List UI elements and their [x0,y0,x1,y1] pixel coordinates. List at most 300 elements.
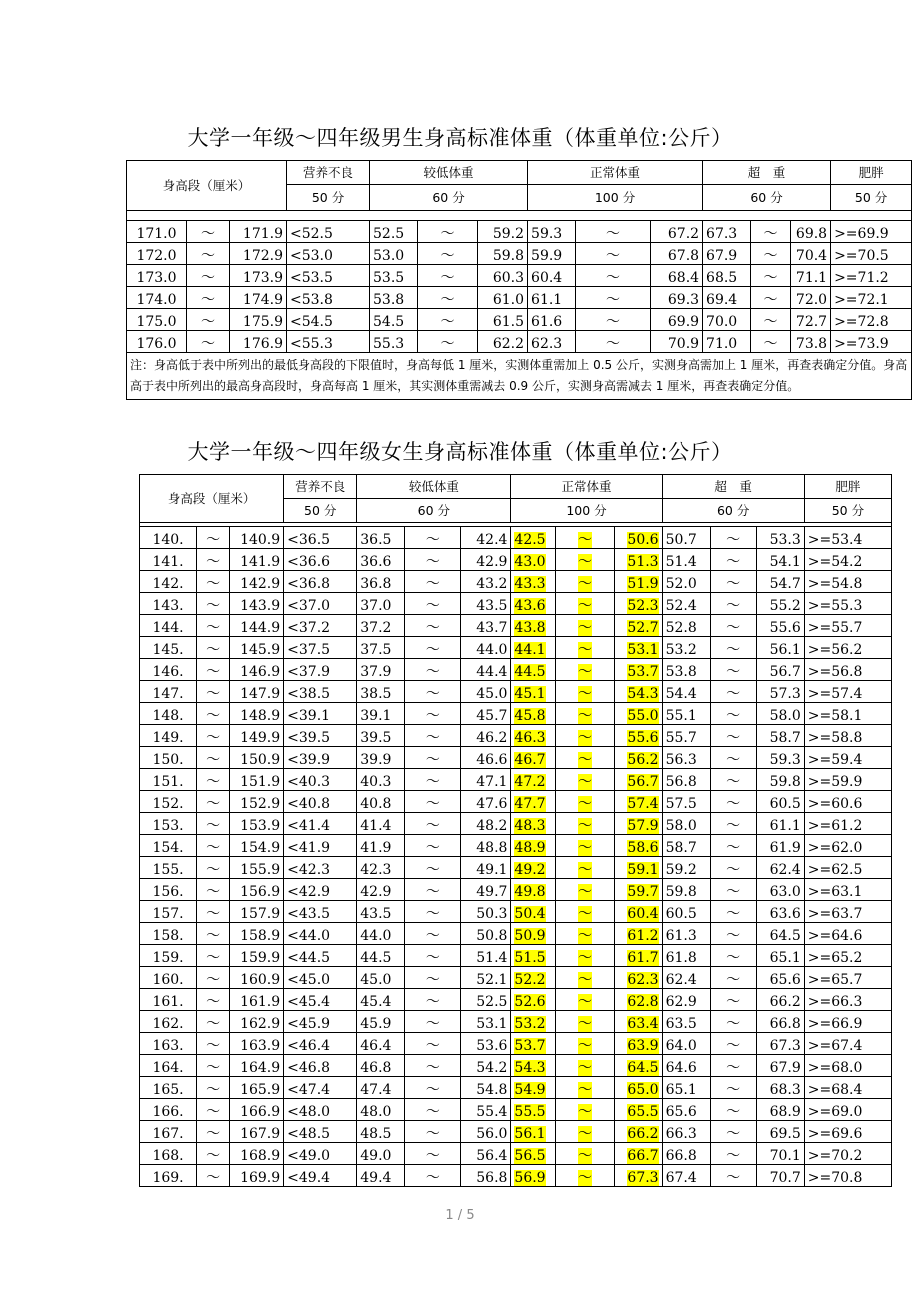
table-cell [511,1077,556,1099]
table-cell: 48.5 [357,1121,405,1143]
table-cell: ～ [405,615,461,637]
highlighted-value: 65.5 [627,1104,659,1120]
table-row [140,879,892,901]
table-cell: ～ [197,835,230,857]
table-cell: ～ [710,769,756,791]
table-cell: >=59.9 [804,769,891,791]
table-cell [511,813,556,835]
highlighted-value: ～ [578,642,592,658]
table-row [140,659,892,681]
table-cell: ～ [197,901,230,923]
table-cell: ～ [197,879,230,901]
table-cell: ～ [197,1055,230,1077]
header-height: 身高段（厘米） [127,161,287,211]
header-normal-weight: 正常体重 [528,161,703,185]
table-cell [614,857,662,879]
highlighted-value: ～ [578,598,592,614]
score-malnutrition: 50 分 [287,185,370,211]
highlighted-value: 49.8 [514,884,546,900]
table-cell: ～ [405,769,461,791]
table-cell [614,813,662,835]
table-cell: ～ [405,747,461,769]
table-cell: ～ [405,1011,461,1033]
table-cell: 51.4 [461,945,511,967]
table-cell: ～ [751,243,791,265]
highlighted-value: 57.4 [627,796,659,812]
table-cell: 160. [140,967,197,989]
table-cell: 38.5 [357,681,405,703]
table-cell: ～ [405,857,461,879]
table-cell: 73.8 [791,331,831,353]
table-cell: 165. [140,1077,197,1099]
table-row [140,857,892,879]
table-cell: <53.8 [287,287,370,309]
highlighted-value: ～ [578,928,592,944]
table-cell: 61.1 [528,287,576,309]
table-cell: 42.3 [357,857,405,879]
highlighted-value: ～ [578,972,592,988]
table-cell: ～ [710,1121,756,1143]
table-cell: 47.1 [461,769,511,791]
table-cell [614,901,662,923]
table-cell [556,835,614,857]
highlighted-value: 56.5 [514,1148,546,1164]
table-cell: 67.8 [651,243,703,265]
table-cell: 58.0 [756,703,804,725]
table-cell: 49.0 [357,1143,405,1165]
table-cell [511,659,556,681]
table-cell: ～ [710,879,756,901]
table-cell [556,1143,614,1165]
table-cell: 141.9 [230,549,284,571]
table-cell [511,857,556,879]
table-cell [614,571,662,593]
table-cell: 56.0 [461,1121,511,1143]
highlighted-value: ～ [578,620,592,636]
table-cell: >=56.2 [804,637,891,659]
table-cell: 45.4 [357,989,405,1011]
table-cell [556,659,614,681]
table-cell: 46.8 [357,1055,405,1077]
table-cell: ～ [405,835,461,857]
table-cell: >=70.5 [831,243,912,265]
table-cell: ～ [576,309,651,331]
table-cell: 60.4 [528,265,576,287]
table-cell [614,725,662,747]
table-cell: >=69.0 [804,1099,891,1121]
table-cell: ～ [197,747,230,769]
highlighted-value: 51.9 [627,576,659,592]
table-cell [511,549,556,571]
table-cell: ～ [710,901,756,923]
table-cell: 147. [140,681,197,703]
header-obese: 肥胖 [831,161,912,185]
table-cell: 167. [140,1121,197,1143]
table-cell: 48.8 [461,835,511,857]
table-cell: ～ [751,265,791,287]
table-cell: <46.8 [284,1055,357,1077]
table-cell: <36.6 [284,549,357,571]
table-cell: 59.2 [478,221,528,243]
table-cell: 154.9 [230,835,284,857]
table-cell: ～ [405,879,461,901]
table-cell [511,615,556,637]
table-cell: 63.6 [756,901,804,923]
table-cell: 50.7 [662,527,710,549]
table-cell: 52.5 [370,221,418,243]
table-cell: >=73.9 [831,331,912,353]
table-cell: ～ [197,549,230,571]
table-cell [614,1099,662,1121]
table-cell [614,637,662,659]
table-cell: <41.9 [284,835,357,857]
table-cell: >=63.7 [804,901,891,923]
table-cell: ～ [710,1099,756,1121]
table-cell [614,879,662,901]
highlighted-value: 52.2 [514,972,546,988]
score-obese: 50 分 [831,185,912,211]
table-cell: 59.3 [756,747,804,769]
table-cell [511,571,556,593]
table-cell: ～ [710,681,756,703]
highlighted-value: 66.7 [627,1148,659,1164]
table-cell: 53.6 [461,1033,511,1055]
table-row [140,1143,892,1165]
table-cell: 45.9 [357,1011,405,1033]
table-cell: 36.8 [357,571,405,593]
table-cell: 144. [140,615,197,637]
table-cell: 69.4 [703,287,751,309]
table-cell: 62.3 [528,331,576,353]
table-cell [511,637,556,659]
table-cell: ～ [751,221,791,243]
table-cell: ～ [710,1165,756,1187]
table-cell: 62.4 [662,967,710,989]
highlighted-value: ～ [578,532,592,548]
highlighted-value: 66.2 [627,1126,659,1142]
table-cell: 53.5 [370,265,418,287]
table-cell: ～ [710,945,756,967]
table-cell [614,769,662,791]
table-cell: 60.5 [662,901,710,923]
table-cell: ～ [710,835,756,857]
table-cell: ～ [197,615,230,637]
table-cell [556,527,614,549]
table-cell: 67.3 [703,221,751,243]
highlighted-value: 51.5 [514,950,546,966]
table-cell [614,593,662,615]
table-cell: ～ [405,1099,461,1121]
table-cell: 149. [140,725,197,747]
table-cell: 143.9 [230,593,284,615]
table-cell: 151.9 [230,769,284,791]
table-row [140,967,892,989]
table-cell: 56.7 [756,659,804,681]
table-cell: 173.0 [127,265,187,287]
table-cell: <45.0 [284,967,357,989]
table-row [140,1165,892,1187]
table-cell: 56.1 [756,637,804,659]
table-cell: ～ [405,725,461,747]
table-row [140,1011,892,1033]
table-cell [556,879,614,901]
highlighted-value: 53.1 [627,642,659,658]
highlighted-value: ～ [578,862,592,878]
table-cell: 156.9 [230,879,284,901]
highlighted-value: 43.8 [514,620,546,636]
table-cell: 39.5 [357,725,405,747]
table-cell: 145. [140,637,197,659]
table-cell: 45.0 [357,967,405,989]
table-cell [614,967,662,989]
table-cell: ～ [405,923,461,945]
table-cell [556,1055,614,1077]
table-cell: ～ [710,747,756,769]
highlighted-value: ～ [578,796,592,812]
table-cell [556,813,614,835]
table-cell: 67.4 [662,1165,710,1187]
table-cell: 54.7 [756,571,804,593]
table-row [140,989,892,1011]
table-cell: 62.2 [478,331,528,353]
table-cell: ～ [710,615,756,637]
table-cell: ～ [197,945,230,967]
table-cell: 159.9 [230,945,284,967]
table-cell: 176.0 [127,331,187,353]
table-cell: 174.0 [127,287,187,309]
table-cell [614,835,662,857]
table-cell: 53.2 [662,637,710,659]
table-cell: 153. [140,813,197,835]
table-cell: ～ [405,1033,461,1055]
table-cell: <47.4 [284,1077,357,1099]
table-cell: <45.4 [284,989,357,1011]
table-cell: 54.8 [461,1077,511,1099]
table-cell: ～ [197,703,230,725]
score-normal-weight: 100 分 [511,499,662,523]
highlighted-value: 56.9 [514,1170,546,1186]
table-cell: <49.4 [284,1165,357,1187]
table-cell: 161. [140,989,197,1011]
table-cell [556,945,614,967]
table-row [140,923,892,945]
table-cell: >=54.2 [804,549,891,571]
highlighted-value: 53.2 [514,1016,546,1032]
table-cell: 43.5 [357,901,405,923]
table-cell: ～ [197,1077,230,1099]
table-row [140,769,892,791]
table-cell: >=64.6 [804,923,891,945]
table-cell: ～ [197,1099,230,1121]
highlighted-value: ～ [578,1082,592,1098]
table-cell [511,725,556,747]
table-cell: 65.6 [662,1099,710,1121]
table-cell: 169. [140,1165,197,1187]
table-cell: 148. [140,703,197,725]
table-cell: >=62.0 [804,835,891,857]
table-cell: 164.9 [230,1055,284,1077]
table-cell: 158. [140,923,197,945]
table-cell: ～ [576,243,651,265]
table-row [140,1099,892,1121]
table-cell: 67.9 [703,243,751,265]
table-cell: 44.0 [461,637,511,659]
table-cell: 36.5 [357,527,405,549]
table-cell: 53.1 [461,1011,511,1033]
table-cell: 71.0 [703,331,751,353]
highlighted-value: 46.3 [514,730,546,746]
highlighted-value: 52.6 [514,994,546,1010]
table-cell: 171.0 [127,221,187,243]
table-cell [614,1055,662,1077]
table-cell [614,791,662,813]
highlighted-value: 48.9 [514,840,546,856]
table-cell: 167.9 [230,1121,284,1143]
table-cell: >=58.8 [804,725,891,747]
table-cell: 65.6 [756,967,804,989]
table-row [127,243,912,265]
table-cell: 72.7 [791,309,831,331]
table-cell: 53.0 [370,243,418,265]
highlighted-value: 54.3 [514,1060,546,1076]
table-cell: ～ [710,1011,756,1033]
table-cell: 71.1 [791,265,831,287]
table-cell: >=66.9 [804,1011,891,1033]
highlighted-value: ～ [578,994,592,1010]
table-cell [556,769,614,791]
table-cell: ～ [710,571,756,593]
highlighted-value: ～ [578,884,592,900]
table-cell: 163.9 [230,1033,284,1055]
table-cell: 172.9 [230,243,287,265]
highlighted-value: ～ [578,906,592,922]
table-cell: >=66.3 [804,989,891,1011]
highlighted-value: 44.5 [514,664,546,680]
table-cell: ～ [197,989,230,1011]
male-table-note: 注：身高低于表中所列出的最低身高段的下限值时，身高每低 1 厘米，实测体重需加上 0.5 公斤，实测身高需加上 1 厘米，再查表确定分值。身高高于表中所列出的最高身高段时，身高每高 1 厘米，其实测体重需减去 0.9 公斤，实测身高需减去 1 厘米，再查表确定分值。 [127,353,912,400]
table-cell: 70.9 [651,331,703,353]
highlighted-value: 50.6 [627,532,659,548]
table-cell: 157. [140,901,197,923]
table-cell: 150. [140,747,197,769]
table-cell: ～ [576,287,651,309]
table-cell: ～ [405,901,461,923]
highlighted-value: 43.0 [514,554,546,570]
table-cell: ～ [710,703,756,725]
table-cell: ～ [405,659,461,681]
table-cell: 146. [140,659,197,681]
header-height: 身高段（厘米） [140,475,284,523]
table-cell: ～ [710,1077,756,1099]
header-malnutrition: 营养不良 [284,475,357,499]
table-cell: 55.2 [756,593,804,615]
table-cell: ～ [197,1165,230,1187]
table-cell: ～ [710,527,756,549]
table-cell: ～ [710,659,756,681]
table-cell: <53.5 [287,265,370,287]
table-cell [556,725,614,747]
table-cell: 163. [140,1033,197,1055]
table-cell [511,593,556,615]
table-cell: ～ [197,1143,230,1165]
table-cell [614,1077,662,1099]
highlighted-value: 59.1 [627,862,659,878]
table-cell: <46.4 [284,1033,357,1055]
table-cell: 70.1 [756,1143,804,1165]
table-row [140,615,892,637]
table-cell: 70.7 [756,1165,804,1187]
table-cell: 55.1 [662,703,710,725]
table-cell: 64.5 [756,923,804,945]
table-cell: 49.7 [461,879,511,901]
table-cell: 62.9 [662,989,710,1011]
table-cell: ～ [197,813,230,835]
table-cell: >=70.2 [804,1143,891,1165]
table-cell: ～ [197,1011,230,1033]
table-cell: ～ [418,287,478,309]
table-cell [614,747,662,769]
highlighted-value: 62.3 [627,972,659,988]
table-cell [614,989,662,1011]
table-row [140,1055,892,1077]
table-cell: ～ [418,309,478,331]
table-cell: >=56.8 [804,659,891,681]
table-cell: 59.3 [528,221,576,243]
highlighted-value: 63.4 [627,1016,659,1032]
table-cell: 59.8 [478,243,528,265]
table-cell: >=68.0 [804,1055,891,1077]
table-cell: 61.0 [478,287,528,309]
highlighted-value: 52.7 [627,620,659,636]
table-cell: ～ [710,791,756,813]
table-cell: 56.8 [461,1165,511,1187]
page-number: 1 / 5 [445,1208,475,1223]
table-cell: 39.9 [357,747,405,769]
table-cell: 58.7 [756,725,804,747]
table-cell: 44.4 [461,659,511,681]
table-cell [556,1077,614,1099]
table-row [140,725,892,747]
table-row [140,1033,892,1055]
table-cell [511,989,556,1011]
table-cell: ～ [710,1055,756,1077]
table-cell: <41.4 [284,813,357,835]
table-cell: 42.9 [357,879,405,901]
highlighted-value: 42.5 [514,532,546,548]
table-cell: 52.4 [662,593,710,615]
table-cell: >=70.8 [804,1165,891,1187]
table-cell: 53.8 [370,287,418,309]
highlighted-value: 49.2 [514,862,546,878]
table-cell: 37.0 [357,593,405,615]
table-cell: ～ [710,923,756,945]
table-cell [556,967,614,989]
table-cell: 59.9 [528,243,576,265]
table-cell: 56.8 [662,769,710,791]
table-cell: 42.9 [461,549,511,571]
table-row [127,287,912,309]
table-cell [556,747,614,769]
highlighted-value: ～ [578,752,592,768]
table-cell: 142.9 [230,571,284,593]
table-cell: 48.0 [357,1099,405,1121]
table-cell: <55.3 [287,331,370,353]
table-cell: 66.3 [662,1121,710,1143]
table-cell: 52.0 [662,571,710,593]
highlighted-value: 64.5 [627,1060,659,1076]
table-cell: 61.3 [662,923,710,945]
table-cell: ～ [187,331,230,353]
